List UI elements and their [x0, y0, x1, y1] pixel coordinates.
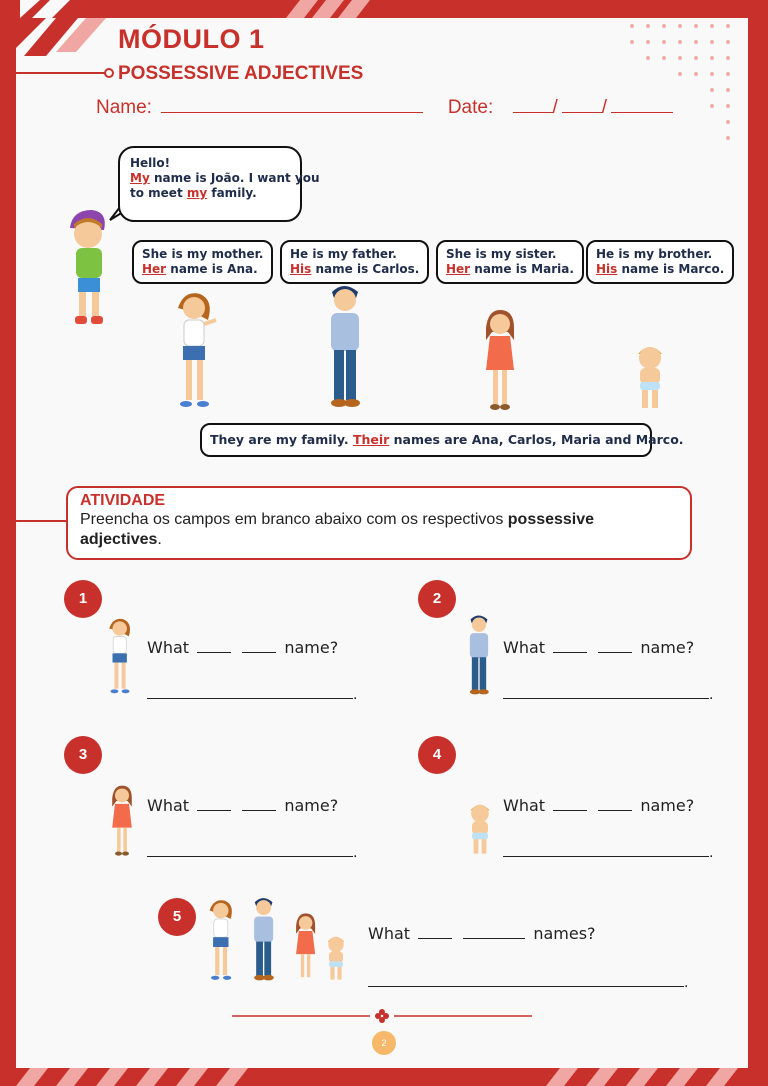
date-month-field[interactable] — [562, 94, 602, 113]
subtitle-rule-dot — [104, 68, 114, 78]
answer-line-4 — [503, 842, 713, 862]
family-text: names are Ana, Carlos, Maria and Marco. — [389, 432, 684, 447]
activity-instructions — [80, 510, 640, 550]
page-title: MÓDULO 1 — [118, 24, 265, 54]
bubble-text: name is Ana. — [166, 262, 258, 276]
question-what: What — [503, 638, 546, 657]
mother-ana-illustration — [170, 290, 222, 410]
activity-title: ATIVIDADE — [80, 492, 166, 509]
activity-text-end: . — [157, 531, 162, 548]
question-end: name? — [284, 638, 339, 657]
date-separator: / — [601, 97, 608, 118]
intro-text: family. — [207, 186, 257, 200]
answer-period: . — [684, 974, 689, 991]
question-end: name? — [640, 796, 695, 815]
exercise-number-5: 5 — [158, 898, 196, 936]
family-speech-bubble — [200, 423, 684, 457]
answer-period: . — [709, 686, 714, 703]
possessive-her: Her — [446, 262, 471, 276]
date-year-field[interactable] — [611, 94, 673, 113]
blank-field[interactable] — [598, 796, 632, 811]
sister-speech-bubble — [436, 240, 584, 284]
exercise-question-5 — [368, 924, 596, 943]
blank-field[interactable] — [553, 796, 587, 811]
answer-period: . — [709, 844, 714, 861]
exercise-number-3: 3 — [64, 736, 102, 774]
question-what: What — [368, 924, 411, 943]
worksheet-page — [16, 18, 748, 1068]
boy-joao-illustration — [64, 206, 114, 334]
bottom-stripes — [0, 1068, 768, 1086]
answer-line-5 — [368, 972, 688, 992]
intro-line-3 — [130, 186, 290, 201]
possessive-my: my — [186, 186, 208, 200]
answer-field[interactable] — [368, 972, 684, 987]
exercise-question-3 — [147, 796, 338, 815]
date-day-field[interactable] — [513, 94, 553, 113]
footer-ornament — [232, 1008, 532, 1024]
sister-maria-illustration — [480, 308, 520, 413]
answer-period: . — [353, 844, 358, 861]
answer-period: . — [353, 686, 358, 703]
blank-field[interactable] — [553, 638, 587, 653]
question-what: What — [147, 638, 190, 657]
exercise-number-1: 1 — [64, 580, 102, 618]
dot-grid-decoration — [618, 18, 748, 148]
blank-field[interactable] — [197, 638, 231, 653]
answer-line-3 — [147, 842, 357, 862]
blank-field[interactable] — [242, 638, 276, 653]
activity-box — [66, 486, 692, 560]
possessive-her: Her — [142, 262, 167, 276]
answer-line-1 — [147, 684, 357, 704]
answer-line-2 — [503, 684, 713, 704]
name-date-row — [96, 94, 673, 119]
bubble-line: She is my sister. — [446, 247, 557, 261]
answer-field[interactable] — [503, 684, 709, 699]
brother-marco-illustration — [630, 340, 670, 412]
subtitle-rule — [16, 72, 108, 74]
name-label: Name: — [96, 97, 152, 118]
date-separator: / — [552, 97, 558, 118]
brother-speech-bubble — [586, 240, 734, 284]
intro-text: name is João. I want you — [149, 171, 320, 185]
activity-bold-text: possessive adjectives — [80, 511, 595, 548]
mother-thumbnail — [104, 608, 138, 704]
exercise-question-2 — [503, 638, 694, 657]
brother-thumbnail — [464, 798, 496, 858]
intro-text: to meet — [130, 186, 187, 200]
page-subtitle: POSSESSIVE ADJECTIVES — [118, 63, 364, 84]
bubble-line — [596, 262, 724, 277]
blank-field[interactable] — [197, 796, 231, 811]
father-thumbnail — [464, 606, 494, 702]
possessive-his: His — [290, 262, 312, 276]
blank-field[interactable] — [418, 924, 452, 939]
activity-rule — [16, 520, 68, 522]
father-carlos-illustration — [322, 280, 368, 410]
answer-field[interactable] — [147, 842, 353, 857]
bubble-text: name is Maria. — [470, 262, 574, 276]
bubble-line — [290, 262, 419, 277]
question-what: What — [503, 796, 546, 815]
father-speech-bubble — [280, 240, 429, 284]
blank-field[interactable] — [598, 638, 632, 653]
sister-thumbnail — [108, 782, 136, 860]
question-end: names? — [533, 924, 596, 943]
possessive-his: His — [596, 262, 618, 276]
answer-field[interactable] — [503, 842, 709, 857]
question-end: name? — [640, 638, 695, 657]
date-label: Date: — [447, 97, 494, 118]
intro-speech-bubble — [118, 146, 320, 222]
bubble-line: He is my father. — [290, 247, 397, 261]
page-number-badge: 2 — [372, 1031, 396, 1055]
bubble-line — [142, 262, 263, 277]
question-what: What — [147, 796, 190, 815]
intro-line-1: Hello! — [130, 156, 171, 170]
blank-field[interactable] — [242, 796, 276, 811]
question-end: name? — [284, 796, 339, 815]
intro-line-2 — [130, 171, 320, 186]
bubble-line: He is my brother. — [596, 247, 713, 261]
activity-text: Preencha os campos em branco abaixo com os respectivos — [80, 511, 508, 528]
family-group-thumbnail — [204, 894, 354, 986]
answer-field[interactable] — [147, 684, 353, 699]
exercise-question-4 — [503, 796, 694, 815]
possessive-my: My — [130, 171, 150, 185]
family-text: They are my family. — [210, 432, 353, 447]
bubble-line — [446, 262, 574, 277]
bubble-line: She is my mother. — [142, 247, 264, 261]
exercise-number-2: 2 — [418, 580, 456, 618]
exercise-number-4: 4 — [418, 736, 456, 774]
mother-speech-bubble — [132, 240, 273, 284]
bubble-text: name is Carlos. — [311, 262, 420, 276]
name-field[interactable] — [161, 94, 423, 113]
blank-field[interactable] — [463, 924, 525, 939]
bubble-text: name is Marco. — [617, 262, 725, 276]
possessive-their: Their — [352, 432, 390, 447]
exercise-question-1 — [147, 638, 338, 657]
